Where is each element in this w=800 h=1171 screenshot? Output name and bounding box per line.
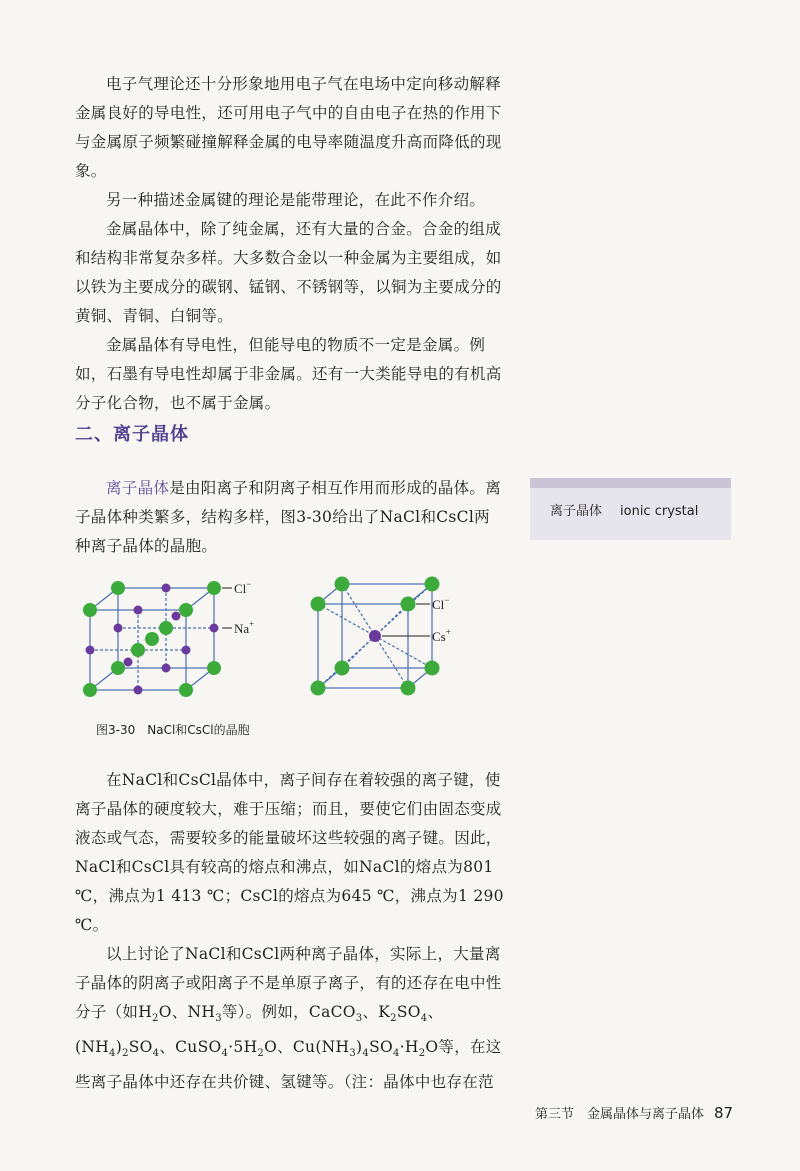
nacl-cl-label: Cl− bbox=[234, 579, 252, 596]
ionic-crystal-term: 离子晶体 bbox=[106, 479, 170, 497]
sidebox-term-en: ionic crystal bbox=[620, 504, 699, 519]
footer-section-title: 第三节 金属晶体与离子晶体 bbox=[535, 1107, 705, 1122]
paragraph-complex-ions: 以上讨论了NaCl和CsCl两种离子晶体，实际上，大量离子晶体的阴离子或阳离子不是单原子离子，有的还存在电中性分子（如$H_2O$、$NH_3$等）。例如，CaCO$_3$、$K_2SO_4$、$(NH_4)_2SO_4$、$CuSO_4\cdot 5H_2O$、$Cu(NH_3)_4SO_4\cdot H_2O$等，在这些离子晶体中还存在共价键、氢键等。（注：晶体中也存在范 bbox=[75, 945, 502, 1092]
ionic-crystal-intro bbox=[75, 474, 505, 561]
paragraph-band-theory: 另一种描述金属键的理论是能带理论，在此不作介绍。 bbox=[106, 191, 486, 209]
top-text-block bbox=[75, 70, 505, 418]
ionic-crystal-definition: 是由阳离子和阴离子相互作用而形成的晶体。离子晶体种类繁多，结构多样，图3-30给出了NaCl和CsCl两种离子晶体的晶胞。 bbox=[75, 479, 502, 555]
page-number: 87 bbox=[714, 1104, 734, 1122]
page-footer bbox=[535, 1103, 733, 1122]
paragraph-alloys: 金属晶体中，除了纯金属，还有大量的合金。合金的组成和结构非常复杂多样。大多数合金以一种金属为主要组成，如以铁为主要成分的碳钢、锰钢、不锈钢等，以铜为主要成分的黄铜、青铜、白铜等。 bbox=[75, 220, 502, 325]
paragraph-melting-points: 在NaCl和CsCl晶体中，离子间存在着较强的离子键，使离子晶体的硬度较大，难于压缩；而且，要使它们由固态变成液态或气态，需要较多的能量破坏这些较强的离子键。因此，NaCl和CsCl具有较高的熔点和沸点，如NaCl的熔点为801 ℃，沸点为1 413 ℃；CsCl的熔点为645 ℃，沸点为1 290 ℃。 bbox=[75, 771, 504, 934]
bottom-text-block bbox=[75, 766, 505, 1097]
glossary-sidebox bbox=[530, 478, 731, 540]
sidebox-term-zh: 离子晶体 bbox=[550, 504, 603, 519]
cscl-cs-label: Cs+ bbox=[432, 627, 451, 644]
figure-caption: 图3-30 NaCl和CsCl的晶胞 bbox=[96, 723, 250, 737]
paragraph-conductivity: 金属晶体有导电性，但能导电的物质不一定是金属。例如，石墨有导电性却属于非金属。还有一大类能导电的有机高分子化合物，也不属于金属。 bbox=[75, 336, 502, 412]
cscl-cl-label: Cl− bbox=[432, 595, 450, 612]
crystal-cells-figure bbox=[80, 572, 500, 712]
sidebox-bar bbox=[530, 478, 731, 488]
paragraph-electron-gas: 电子气理论还十分形象地用电子气在电场中定向移动解释金属良好的导电性，还可用电子气中的自由电子在热的作用下与金属原子频繁碰撞解释金属的电导率随温度升高而降低的现象。 bbox=[75, 75, 502, 180]
nacl-na-label: Na+ bbox=[234, 619, 255, 636]
section-title: 二、离子晶体 bbox=[75, 424, 189, 445]
